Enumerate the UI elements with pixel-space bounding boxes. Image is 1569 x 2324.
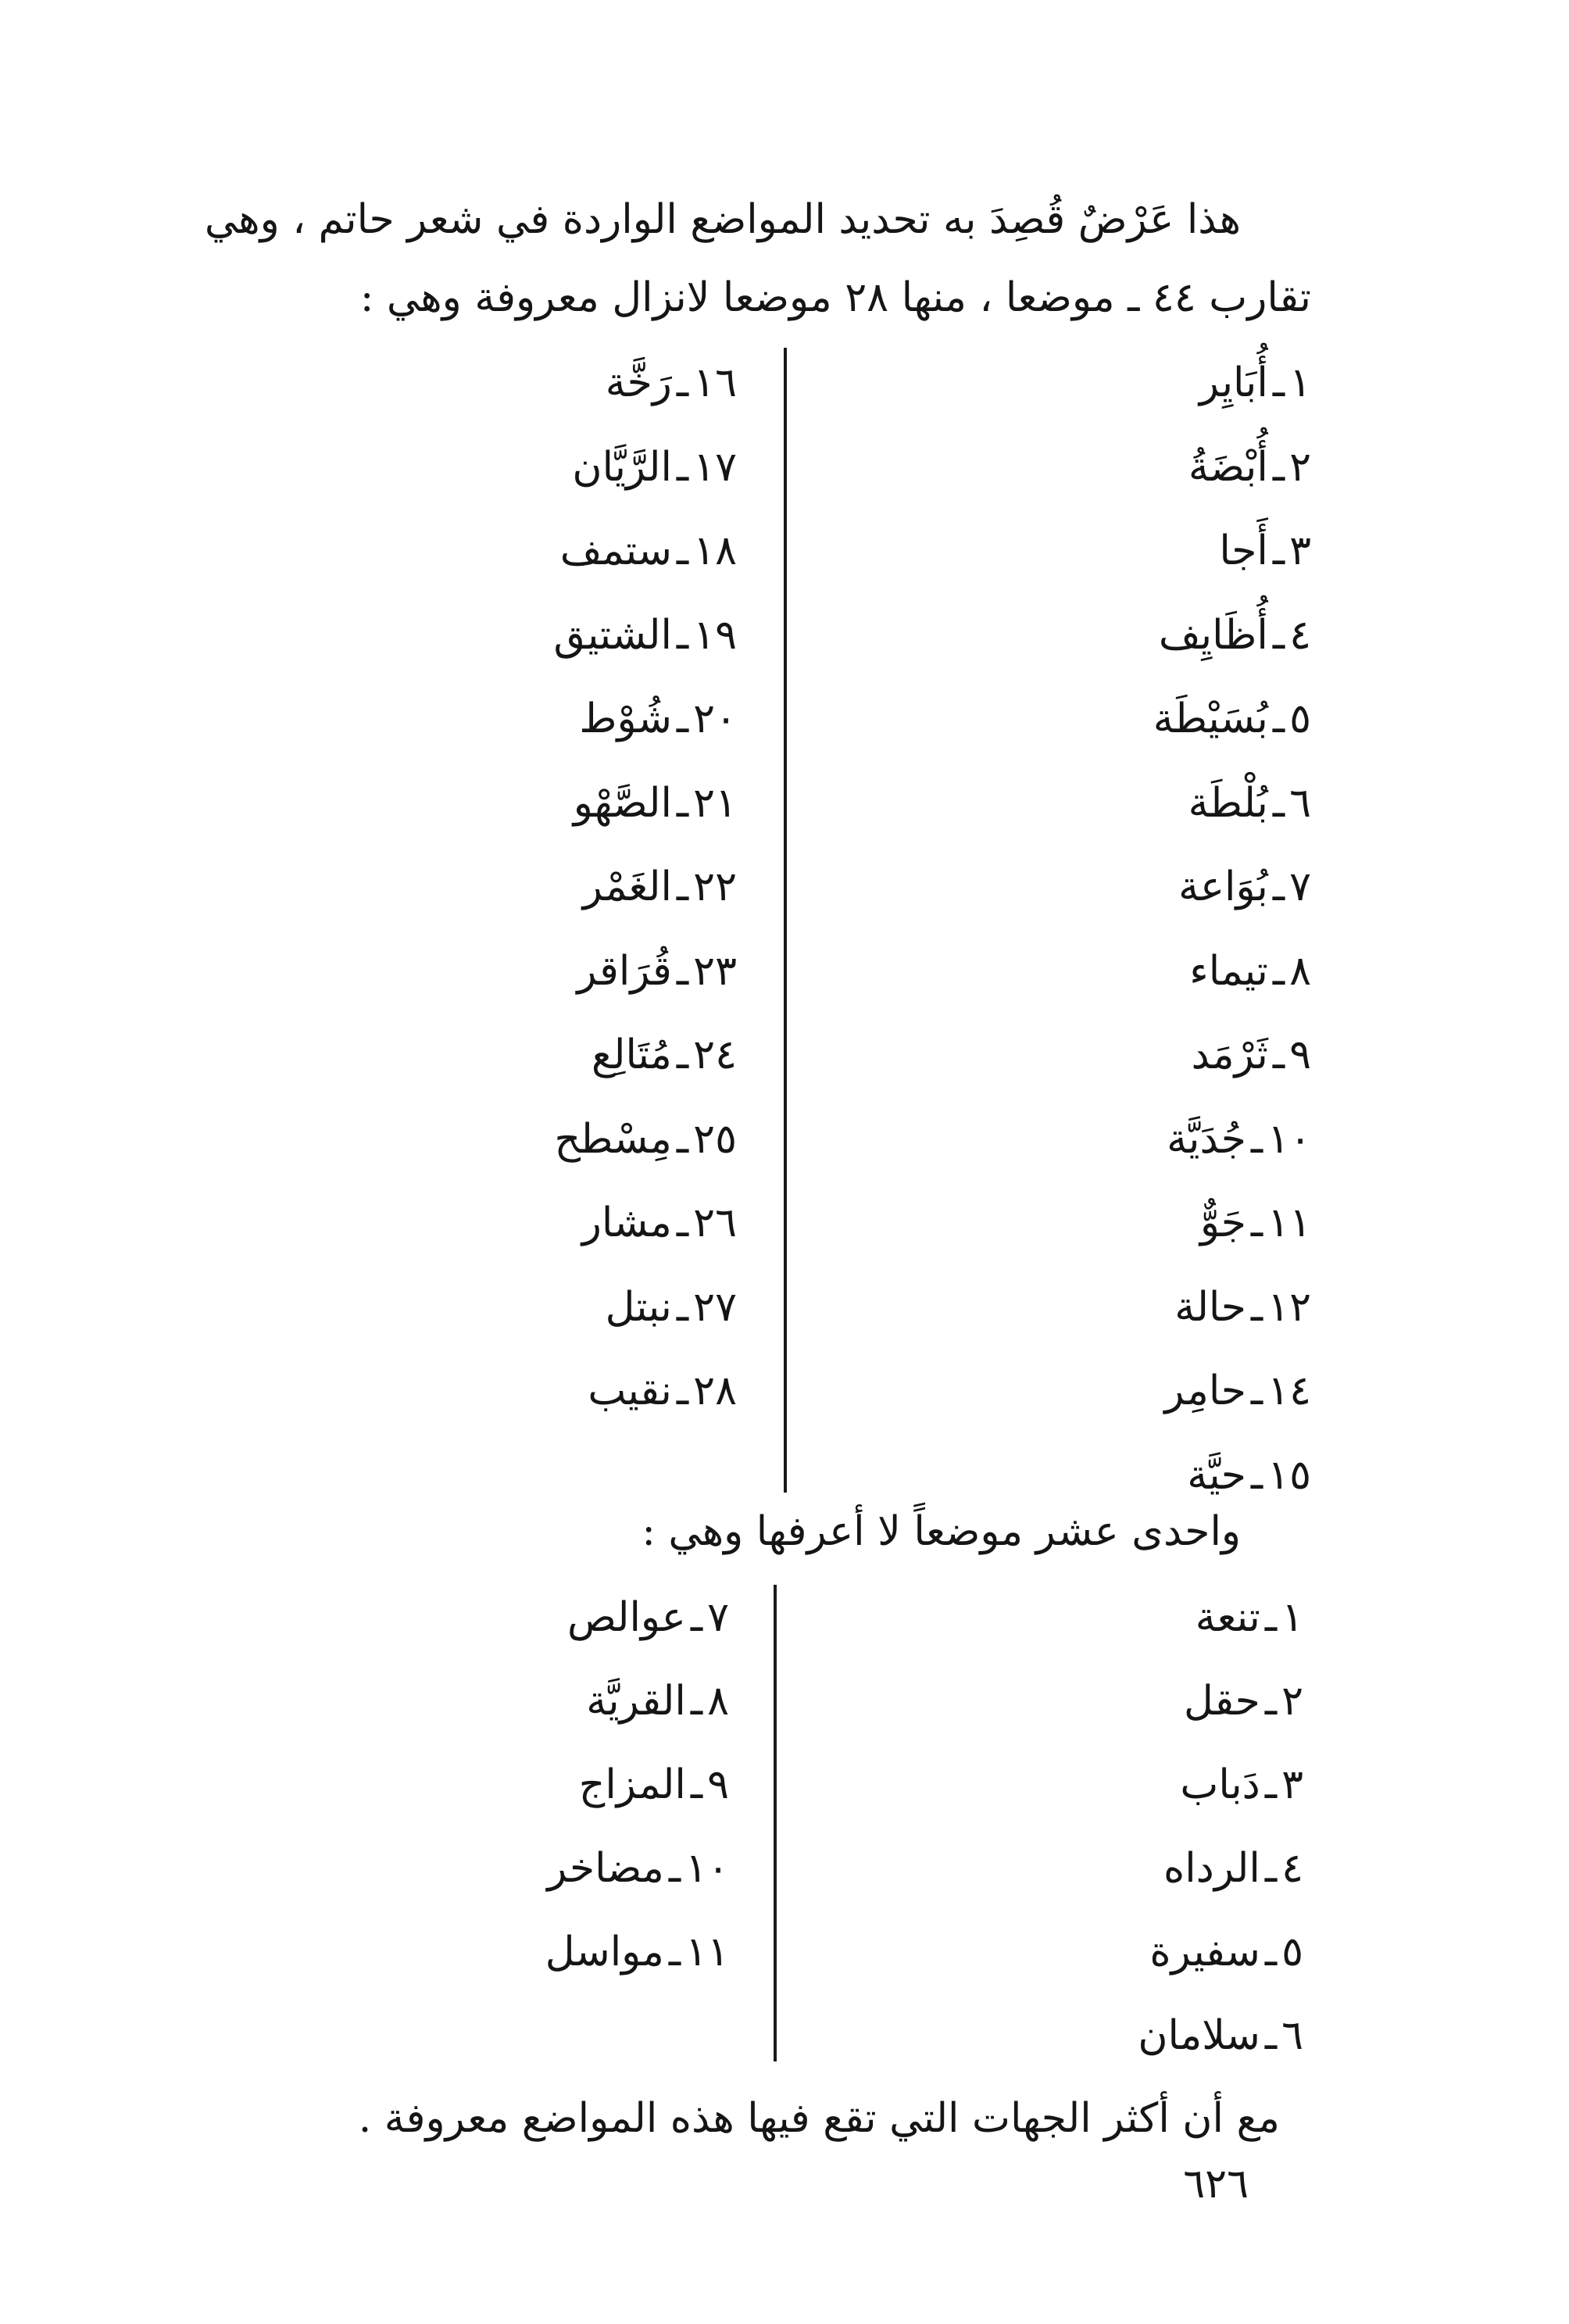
- item-number: ٢٢: [693, 863, 737, 910]
- item-number: ٤: [1281, 1845, 1303, 1892]
- known-right-item: [1153, 692, 1311, 746]
- item-name: بُلْطَة: [1188, 779, 1268, 827]
- known-left-item: [579, 692, 737, 746]
- unknown-right-item: [1138, 2008, 1303, 2063]
- item-number: ٤: [1289, 611, 1311, 659]
- item-number: ٣: [1289, 527, 1311, 574]
- item-number: ٢٧: [693, 1283, 737, 1331]
- item-dash: ـ: [1250, 1115, 1263, 1163]
- item-number: ١٠: [685, 1845, 729, 1892]
- item-number: ١٩: [693, 611, 737, 659]
- item-name: بُسَيْطَة: [1153, 695, 1268, 742]
- item-name: أَجا: [1219, 527, 1268, 574]
- item-number: ٦: [1281, 2012, 1303, 2059]
- unknown-right-item: [1149, 1925, 1303, 1979]
- item-number: ٨: [1289, 947, 1311, 995]
- item-dash: ـ: [676, 695, 689, 742]
- item-dash: ـ: [1272, 359, 1285, 406]
- item-name: ستمف: [559, 527, 672, 574]
- known-left-item: [606, 356, 737, 410]
- item-number: ١٦: [693, 359, 737, 406]
- item-name: حامِر: [1164, 1368, 1246, 1414]
- item-number: ٢٠: [693, 695, 737, 742]
- item-name: رَخَّة: [605, 359, 672, 406]
- known-right-item: [1174, 1280, 1311, 1335]
- item-number: ٢٥: [693, 1115, 737, 1163]
- item-dash: ـ: [1250, 1200, 1263, 1246]
- known-right-item: [1188, 776, 1311, 831]
- unknown-right-item: [1184, 1674, 1303, 1729]
- item-name: جُدَيَّة: [1167, 1115, 1246, 1163]
- item-name: الغَمْر: [582, 863, 672, 910]
- item-name: سفيرة: [1149, 1929, 1260, 1975]
- item-number: ٢: [1289, 443, 1311, 491]
- item-number: ٩: [707, 1761, 729, 1808]
- item-number: ٣: [1281, 1761, 1303, 1808]
- item-number: ١٧: [693, 443, 737, 491]
- item-number: ٥: [1281, 1929, 1303, 1975]
- item-name: أُبَايِر: [1199, 359, 1268, 406]
- known-right-item: [1188, 440, 1311, 495]
- item-number: ٢١: [693, 779, 737, 827]
- item-number: ٥: [1289, 695, 1311, 742]
- item-dash: ـ: [690, 1761, 703, 1808]
- item-name: شُوْط: [579, 695, 672, 742]
- unknown-right-item: [1163, 1841, 1303, 1896]
- known-left-item: [572, 440, 737, 495]
- item-dash: ـ: [1264, 2012, 1278, 2059]
- item-number: ٢٣: [693, 947, 737, 995]
- item-dash: ـ: [690, 1594, 703, 1641]
- item-name: بُوَاعة: [1178, 863, 1268, 910]
- known-left-item: [577, 944, 737, 999]
- item-name: عوالص: [566, 1594, 686, 1641]
- item-dash: ـ: [676, 947, 689, 995]
- item-dash: ـ: [676, 1368, 689, 1414]
- item-dash: ـ: [676, 611, 689, 659]
- item-number: ١٠: [1267, 1115, 1311, 1163]
- item-number: ١: [1281, 1594, 1303, 1641]
- known-left-item: [606, 1280, 737, 1335]
- known-left-item: [583, 860, 737, 914]
- item-dash: ـ: [690, 1678, 703, 1725]
- item-dash: ـ: [1264, 1678, 1278, 1725]
- item-dash: ـ: [676, 443, 689, 491]
- known-right-item: [1189, 944, 1311, 999]
- item-dash: ـ: [676, 1200, 689, 1246]
- known-right-item: [1199, 356, 1311, 410]
- item-dash: ـ: [1272, 779, 1285, 827]
- item-dash: ـ: [1272, 443, 1285, 491]
- item-dash: ـ: [1264, 1929, 1278, 1975]
- item-name: القريَّة: [586, 1678, 686, 1725]
- item-name: قُرَاقر: [577, 947, 672, 995]
- item-number: ١٢: [1267, 1283, 1311, 1331]
- known-left-item: [560, 524, 737, 578]
- item-number: ٢٨: [693, 1368, 737, 1414]
- column-divider-known: [784, 348, 787, 1493]
- item-dash: ـ: [676, 863, 689, 910]
- item-name: نقيب: [588, 1368, 672, 1414]
- known-right-item: [1219, 524, 1311, 578]
- item-number: ١٥: [1267, 1451, 1311, 1499]
- item-number: ١١: [1267, 1200, 1311, 1246]
- item-name: حيَّة: [1187, 1451, 1246, 1499]
- item-name: دَباب: [1180, 1761, 1260, 1808]
- item-name: مضاخر: [547, 1845, 664, 1892]
- item-name: مِسْطح: [554, 1115, 672, 1163]
- item-dash: ـ: [668, 1929, 681, 1975]
- item-number: ١٤: [1267, 1368, 1311, 1414]
- item-dash: ـ: [1272, 611, 1285, 659]
- item-number: ٧: [1289, 863, 1311, 910]
- known-right-item: [1167, 1112, 1311, 1167]
- item-name: حالة: [1174, 1283, 1246, 1331]
- unknown-left-item: [586, 1674, 729, 1729]
- item-dash: ـ: [1272, 947, 1285, 995]
- item-dash: ـ: [676, 779, 689, 827]
- known-right-item: [1187, 1448, 1311, 1503]
- known-right-item: [1159, 608, 1311, 663]
- unknown-right-item: [1196, 1590, 1303, 1645]
- unknown-left-item: [579, 1757, 729, 1812]
- item-name: نبتل: [605, 1283, 672, 1331]
- item-dash: ـ: [1272, 863, 1285, 910]
- item-number: ١٨: [693, 527, 737, 574]
- column-divider-unknown: [774, 1585, 777, 2061]
- item-number: ٦: [1289, 779, 1311, 827]
- item-name: الشتيق: [553, 611, 672, 659]
- known-left-item: [553, 608, 737, 663]
- known-left-item: [588, 1364, 737, 1418]
- known-right-item: [1178, 860, 1311, 914]
- item-dash: ـ: [676, 527, 689, 574]
- item-name: الصَّهْو: [573, 779, 672, 827]
- unknown-left-item: [567, 1590, 729, 1645]
- item-name: الرداه: [1163, 1845, 1260, 1892]
- item-name: أُبْضَةُ: [1188, 443, 1268, 491]
- item-dash: ـ: [1272, 695, 1285, 742]
- item-name: ثَرْمَد: [1191, 1031, 1268, 1078]
- item-dash: ـ: [1264, 1845, 1278, 1892]
- closing-sentence: مع أن أكثر الجهات التي تقع فيها هذه المواضع معروفة .: [358, 2095, 1280, 2142]
- item-number: ٢٦: [693, 1200, 737, 1246]
- item-dash: ـ: [1264, 1761, 1278, 1808]
- unknown-left-item: [545, 1925, 729, 1979]
- known-left-item: [582, 1196, 737, 1250]
- item-name: مُتَالِع: [591, 1031, 672, 1078]
- item-number: ١١: [685, 1929, 729, 1975]
- item-number: ٩: [1289, 1031, 1311, 1078]
- item-name: تنعة: [1195, 1594, 1260, 1641]
- known-left-item: [592, 1028, 737, 1082]
- item-number: ٢٤: [693, 1031, 737, 1078]
- item-name: تيماء: [1189, 947, 1268, 995]
- item-name: مشار: [581, 1200, 672, 1246]
- item-dash: ـ: [1250, 1368, 1263, 1414]
- unknown-right-item: [1180, 1757, 1303, 1812]
- page-number: ٦٢٦: [1183, 2161, 1249, 2208]
- item-dash: ـ: [1250, 1283, 1263, 1331]
- item-name: حقل: [1183, 1678, 1260, 1725]
- known-left-item: [574, 776, 737, 831]
- item-name: الرَّيَّان: [572, 443, 672, 491]
- item-name: جَوٌّ: [1199, 1200, 1246, 1246]
- item-number: ٨: [707, 1678, 729, 1725]
- intro-line-2: تقارب ٤٤ ـ موضعا ، منها ٢٨ موضعا لانزال معروفة وهي :: [359, 274, 1311, 321]
- item-dash: ـ: [676, 359, 689, 406]
- known-right-item: [1164, 1364, 1311, 1418]
- unknown-left-item: [547, 1841, 729, 1896]
- known-right-item: [1200, 1196, 1311, 1250]
- item-dash: ـ: [1264, 1594, 1278, 1641]
- item-dash: ـ: [1272, 527, 1285, 574]
- item-name: سلامان: [1138, 2012, 1260, 2059]
- unknown-intro: واحدى عشر موضعاً لا أعرفها وهي :: [642, 1508, 1241, 1555]
- item-number: ٢: [1281, 1678, 1303, 1725]
- item-dash: ـ: [668, 1845, 681, 1892]
- item-dash: ـ: [1250, 1451, 1263, 1499]
- item-dash: ـ: [676, 1031, 689, 1078]
- item-name: مواسل: [545, 1929, 664, 1975]
- item-dash: ـ: [1272, 1031, 1285, 1078]
- item-name: أُظَايِف: [1158, 611, 1268, 659]
- item-name: المزاج: [578, 1761, 686, 1808]
- item-number: ١: [1289, 359, 1311, 406]
- intro-line-1: هذا عَرْضٌ قُصِدَ به تحديد المواضع الواردة في شعر حاتم ، وهي: [204, 196, 1241, 243]
- known-right-item: [1192, 1028, 1311, 1082]
- item-dash: ـ: [676, 1115, 689, 1163]
- known-left-item: [554, 1112, 737, 1167]
- item-dash: ـ: [676, 1283, 689, 1331]
- item-number: ٧: [707, 1594, 729, 1641]
